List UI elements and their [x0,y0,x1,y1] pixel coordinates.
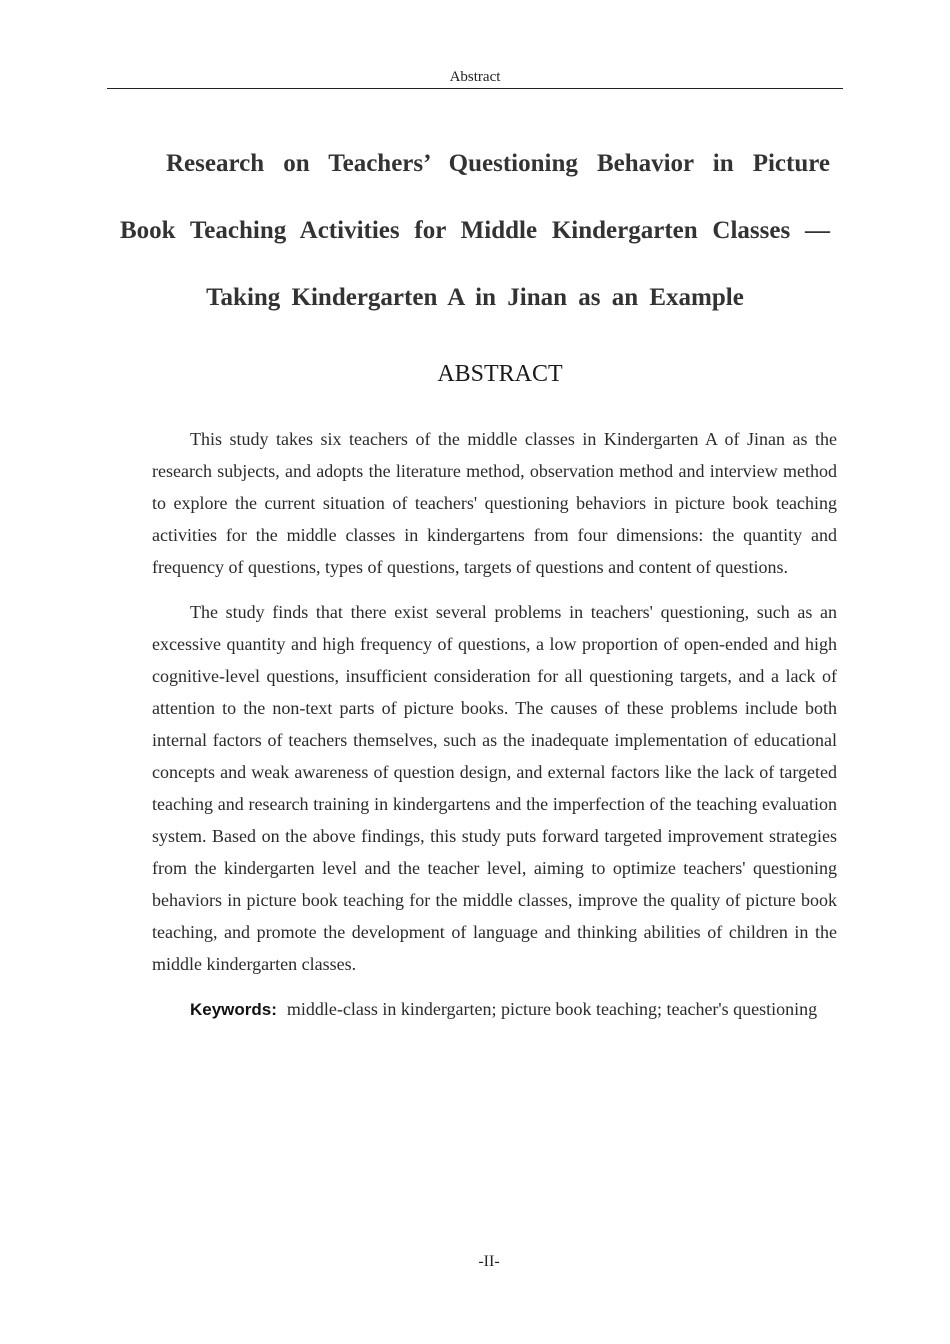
keywords-label: Keywords: [190,1000,277,1019]
keywords-paragraph [152,993,837,1026]
running-header: Abstract [449,69,501,85]
abstract-body [152,423,837,1026]
title-line-2: Book Teaching Activities for Middle Kindergarten Classes — [120,217,830,244]
header-rule [107,88,843,89]
title-line-3: Taking Kindergarten A in Jinan as an Example [206,284,744,311]
abstract-heading: ABSTRACT [437,361,563,387]
page-number: -II- [478,1253,500,1270]
abstract-paragraph-2: The study finds that there exist several problems in teachers' questioning, such as an excessive quantity and high frequency of questions, a low proportion of open-ended and high cognitive-level questions, insufficient consideration for all questioning targets, and a lack of attention to the non-text parts of picture books. The causes of these problems include both internal factors of teachers themselves, such as the inadequate implementation of educational concepts and weak awareness of question design, and external factors like the lack of targeted teaching and research training in kindergartens and the imperfection of the teaching evaluation system. Based on the above findings, this study puts forward targeted improvement strategies from the kindergarten level and the teacher level, aiming to optimize teachers' questioning behaviors in picture book teaching for the middle classes, improve the quality of picture book teaching, and promote the development of language and thinking abilities of children in the middle kindergarten classes. [152,602,837,974]
title-line-1: Research on Teachers’ Questioning Behavior in Picture [166,150,830,177]
keywords-text: middle-class in kindergarten; picture book teaching; teacher's questioning [286,999,818,1019]
thesis-title [120,130,830,331]
abstract-paragraph-1: This study takes six teachers of the middle classes in Kindergarten A of Jinan as the research subjects, and adopts the literature method, observation method and interview method to explore the current situation of teachers' questioning behaviors in picture book teaching activities for the middle classes in kindergartens from four dimensions: the quantity and frequency of questions, types of questions, targets of questions and content of questions. [152,429,837,577]
